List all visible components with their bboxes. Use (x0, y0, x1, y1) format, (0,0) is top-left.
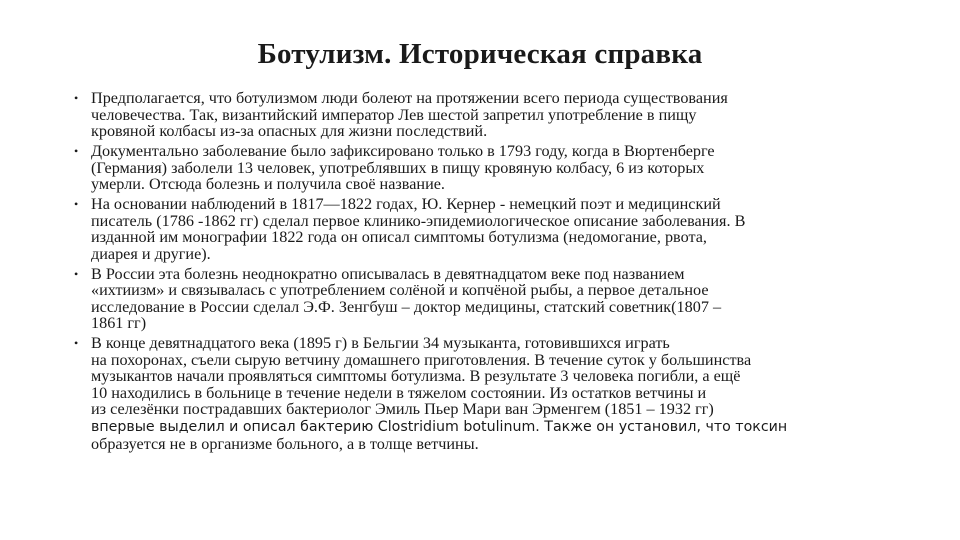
bullet-text-end: образуется не в организме больного, а в толще ветчины. (91, 434, 479, 453)
bullet-dot-icon: • (74, 336, 79, 351)
bullet-item (74, 143, 924, 193)
slide-title: Ботулизм. Историческая справка (257, 38, 703, 70)
bullet-text: Предполагается, что ботулизмом люди болеют на протяжении всего периода существования человечества. Так, византийский император Лев шестой запретил употребление в пищу кровяной колбасы из-за опасных для жизни последствий. (91, 89, 728, 141)
bullet-list (74, 90, 924, 455)
bullet-text-sans: впервые выделил и описал бактерию Clostridium botulinum. Также он установил, что токсин (91, 419, 788, 436)
bullet-text: Документально заболевание было зафиксировано только в 1793 году, когда в Вюртенберге (Германия) заболели 13 человек, употреблявших в пищу кровяную колбасу, 6 из которых умерли. Отсюда болезнь и получила своё название. (91, 141, 715, 194)
bullet-dot-icon: • (74, 196, 79, 211)
bullet-dot-icon: • (74, 266, 79, 281)
bullet-dot-icon: • (74, 143, 79, 158)
bullet-item (74, 90, 924, 140)
bullet-dot-icon: • (74, 91, 79, 105)
bullet-item (74, 196, 924, 262)
bullet-text-main: В конце девятнадцатого века (1895 г) в Бельгии 34 музыканта, готовившихся играть на похоронах, съели сырую ветчину домашнего приготовления. В течение суток у большинства музыкантов начали проявляться симптомы ботулизма. В результате 3 человека погибли, а ещё 10 находились в больнице в течение недели в тяжелом состоянии. Из остатков ветчины и из селезёнки пострадавших бактериолог Эмиль Пьер Мари ван Эрменгем (1851 – 1932 гг) (91, 334, 752, 419)
bullet-item (74, 266, 924, 332)
bullet-text (91, 335, 924, 452)
bullet-text: На основании наблюдений в 1817—1822 годах, Ю. Кернер - немецкий поэт и медицинский писатель (1786 -1862 гг) сделал первое клинико-эпидемиологическое описание заболевания. В изданной им монографии 1822 года он описал симптомы ботулизма (недомогание, рвота, диарея и другие). (91, 194, 746, 263)
bullet-item (74, 335, 924, 452)
bullet-text: В России эта болезнь неоднократно описывалась в девятнадцатом веке под названием «ихтиизм» и связывалась с употреблением солёной и копчёной рыбы, а первое детальное исследование в России сделал Э.Ф. Зенгбуш – доктор медицины, статский советник(1807 – 1861 гг) (91, 264, 722, 333)
